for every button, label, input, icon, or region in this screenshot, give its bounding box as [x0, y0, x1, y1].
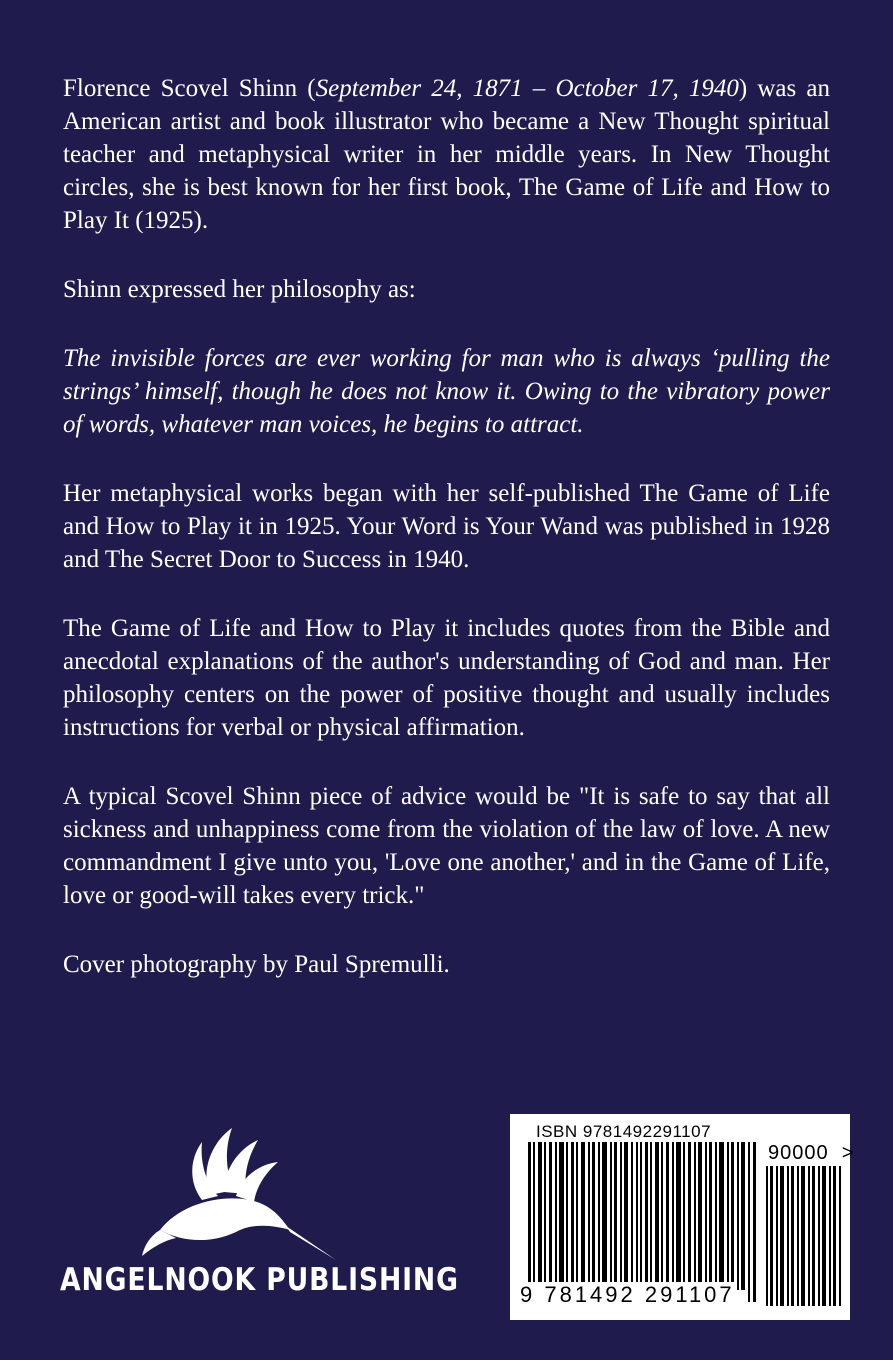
bio-rest: ) was an American artist and book illustrator who became a New Thought spiritual teacher and metaphysical writer in her middle years. In New Thought circles, she is best known for her first book, The Game of Life and How to Play It (1925).: [63, 75, 830, 234]
advice-paragraph: A typical Scovel Shinn piece of advice would be "It is safe to say that all sickness and unhappiness come from the violation of the law of love. A new commandment I give unto you, 'Love one another,' and in the Game of Life, love or good-will takes every trick.": [63, 783, 830, 909]
bio-name: Florence Scovel Shinn (: [63, 75, 316, 102]
photo-credit: Cover photography by Paul Spremulli.: [63, 951, 450, 978]
barcode-bars: [528, 1142, 760, 1302]
bio-dates: September 24, 1871 – October 17, 1940: [315, 75, 739, 102]
game-of-life-paragraph: The Game of Life and How to Play it includes quotes from the Bible and anecdotal explanations of the author's understanding of God and man. Her philosophy centers on the power of positive thought and usually includes instructions for verbal or physical affirmation.: [63, 615, 830, 741]
bio-paragraph: [63, 72, 830, 237]
barcode-digits: 9 781492 291107: [520, 1282, 735, 1307]
price-code-digits: 90000: [768, 1142, 829, 1164]
publisher-name: ANGELNOOK PUBLISHING: [60, 1262, 459, 1298]
back-cover-text: [63, 72, 830, 1017]
hummingbird-icon: [140, 1120, 340, 1270]
price-code: [768, 1142, 854, 1165]
isbn-label: ISBN 9781492291107: [536, 1122, 712, 1141]
philosophy-quote: The invisible forces are ever working for man who is always ‘pulling the strings’ himself, though he does not know it. Owing to the vibratory power of words, whatever man voices, he begins to attract.: [63, 345, 830, 438]
price-arrow: >: [841, 1142, 855, 1164]
philosophy-intro: Shinn expressed her philosophy as:: [63, 276, 416, 303]
isbn-barcode: [510, 1114, 855, 1320]
publisher-logo: [60, 1120, 459, 1320]
addon-barcode-bars: [766, 1166, 842, 1306]
works-paragraph: Her metaphysical works began with her self-published The Game of Life and How to Play it in 1925. Your Word is Your Wand was published in 1928 and The Secret Door to Success in 1940.: [63, 480, 830, 573]
